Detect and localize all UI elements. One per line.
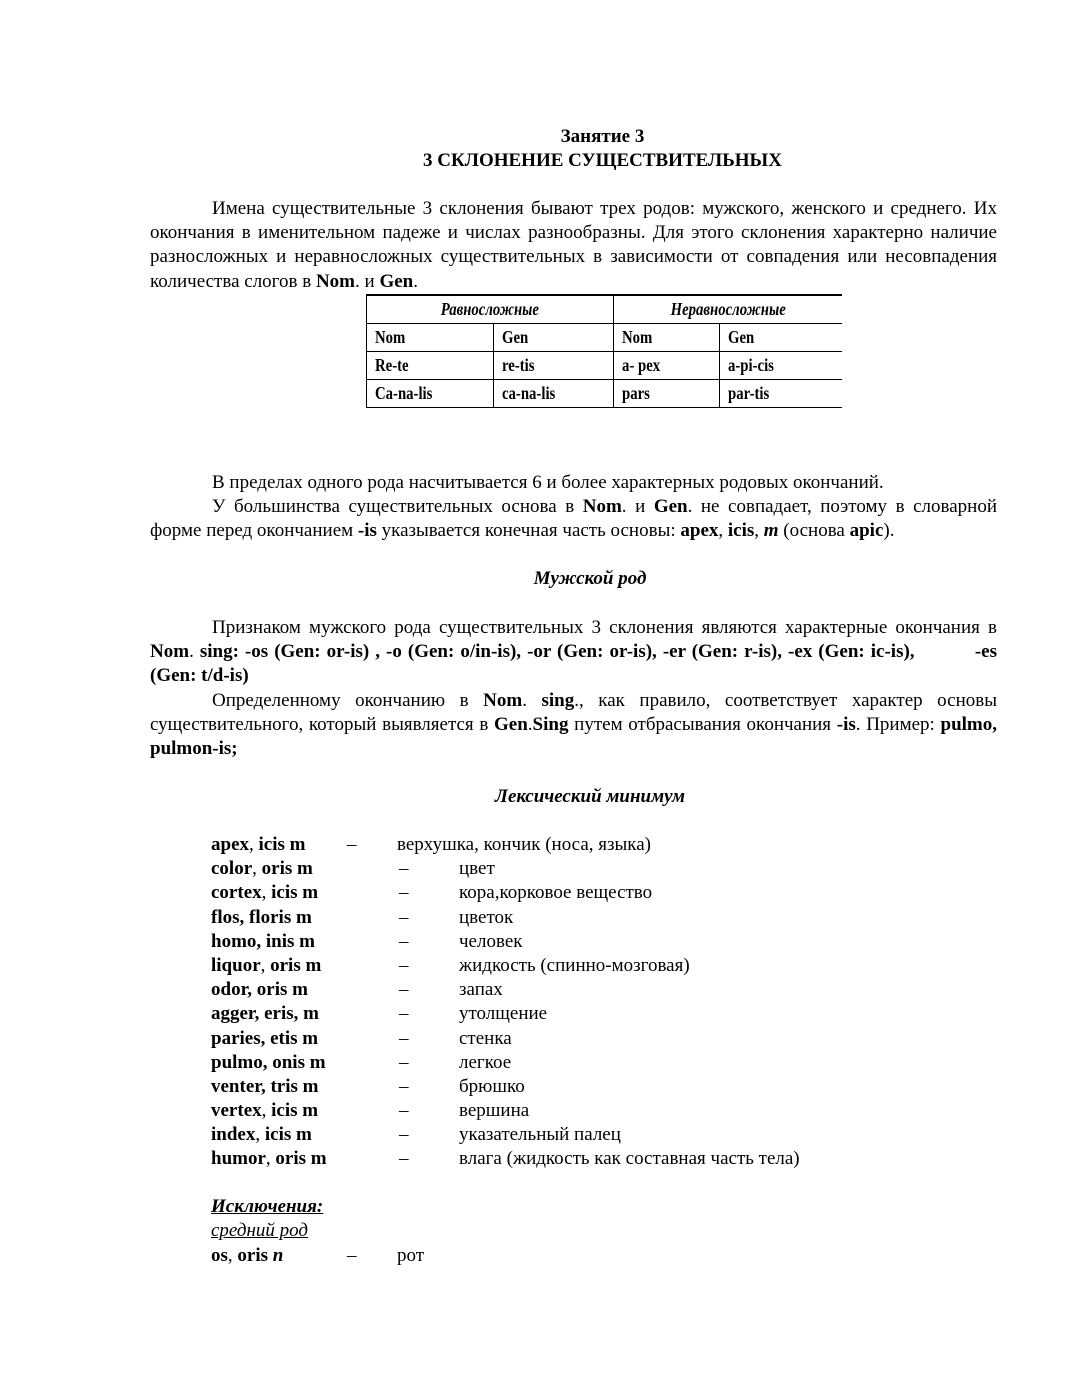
list-item: apex, icis m – верхушка, кончик (носа, языка) bbox=[211, 834, 651, 855]
table-row bbox=[367, 324, 843, 352]
list-item: odor, oris m – запах bbox=[211, 979, 503, 1001]
list-item: index, icis m – указательный палец bbox=[211, 1124, 621, 1146]
list-item: homo, inis m – человек bbox=[211, 930, 523, 952]
table-cell: ca-na-lis bbox=[493, 380, 613, 408]
list-item: humor, oris m – влага (жидкость как составная часть тела) bbox=[211, 1148, 800, 1170]
table-row bbox=[367, 352, 843, 380]
stem-paragraph: У большинства существительных основа в Nom. и Gen. не совпадает, поэтому в словарной форме перед окончанием -is указывается конечная часть основы: apex, icis, m (основа apic). bbox=[150, 496, 997, 542]
page-title: 3 СКЛОНЕНИЕ СУЩЕСТВИТЕЛЬНЫХ bbox=[423, 150, 782, 171]
list-item: pulmo, onis m – легкое bbox=[211, 1051, 512, 1073]
section-heading-masculine: Мужской род bbox=[533, 568, 647, 589]
intro-paragraph bbox=[150, 197, 997, 294]
exceptions-subheading: средний род bbox=[211, 1220, 309, 1241]
list-item: color, oris m – цвет bbox=[211, 858, 495, 880]
vocabulary-list bbox=[211, 833, 991, 1172]
table-cell: Nom bbox=[613, 324, 720, 352]
list-item: agger, eris, m – утолщение bbox=[211, 1003, 548, 1025]
endings-paragraph: В пределах одного рода насчитывается 6 и более характерных родовых окончаний. bbox=[212, 472, 884, 493]
table-cell: re-tis bbox=[493, 352, 613, 380]
table-cell: Gen bbox=[720, 324, 842, 352]
list-item: os, oris n – рот bbox=[211, 1245, 425, 1266]
intro-text: Имена существительные 3 склонения бывают трех родов: мужского, женского и среднего. Их окончания в именительном падеже и числах разнообразны. Для этого склонения характерно наличие разносложных и неравносложных существительных в зависимости от совпадения или несовпадения количества слогов в bbox=[150, 198, 997, 292]
table-cell: Gen bbox=[493, 324, 613, 352]
group-imparisyllabic: Неравносложные bbox=[613, 295, 842, 324]
list-item: paries, etis m – стенка bbox=[211, 1027, 512, 1049]
list-item: liquor, oris m – жидкость (спинно-мозговая) bbox=[211, 954, 690, 976]
exceptions-heading: Исключения: bbox=[211, 1196, 324, 1217]
table-cell: Re-te bbox=[367, 352, 494, 380]
table-cell: Ca-na-lis bbox=[367, 380, 494, 408]
list-item: cortex, icis m – кора,корковое вещество bbox=[211, 882, 653, 904]
lesson-number: Занятие 3 bbox=[560, 126, 645, 147]
list-item: flos, floris m – цветок bbox=[211, 906, 514, 928]
declension-table bbox=[366, 294, 842, 408]
table-cell: a- pex bbox=[613, 352, 720, 380]
section-heading-lexical-minimum: Лексический минимум bbox=[494, 786, 686, 807]
gen-term: Gen bbox=[379, 270, 414, 292]
masculine-paragraph: Признаком мужского рода существительных 3 склонения являются характерные окончания в Nom. sing: -os (Gen: or-is) , -o (Gen: o/in-is), -or (Gen: or-is), -er (Gen: r-is), -ex (Gen: ic-is), -es (Gen: t/d-is) bbox=[150, 617, 998, 687]
table-row bbox=[367, 380, 843, 408]
table-group-header bbox=[367, 295, 843, 324]
table-cell: par-tis bbox=[720, 380, 842, 408]
list-item: vertex, icis m – вершина bbox=[211, 1100, 530, 1122]
group-equisyllabic: Равносложные bbox=[367, 295, 614, 324]
intro-text-end: . bbox=[413, 270, 418, 292]
table-cell: pars bbox=[613, 380, 720, 408]
list-item: venter, tris m – брюшко bbox=[211, 1075, 525, 1097]
stem-character-paragraph: Определенному окончанию в Nom. sing., как правило, соответствует характер основы существительного, который выявляется в Gen.Sing путем отбрасывания окончания -is. Пример: pulmo, pulmon-is; bbox=[150, 690, 998, 760]
table-cell: Nom bbox=[367, 324, 494, 352]
table-cell: a-pi-cis bbox=[720, 352, 842, 380]
nom-term: Nom bbox=[315, 270, 356, 292]
intro-text-mid: . и bbox=[355, 270, 380, 292]
